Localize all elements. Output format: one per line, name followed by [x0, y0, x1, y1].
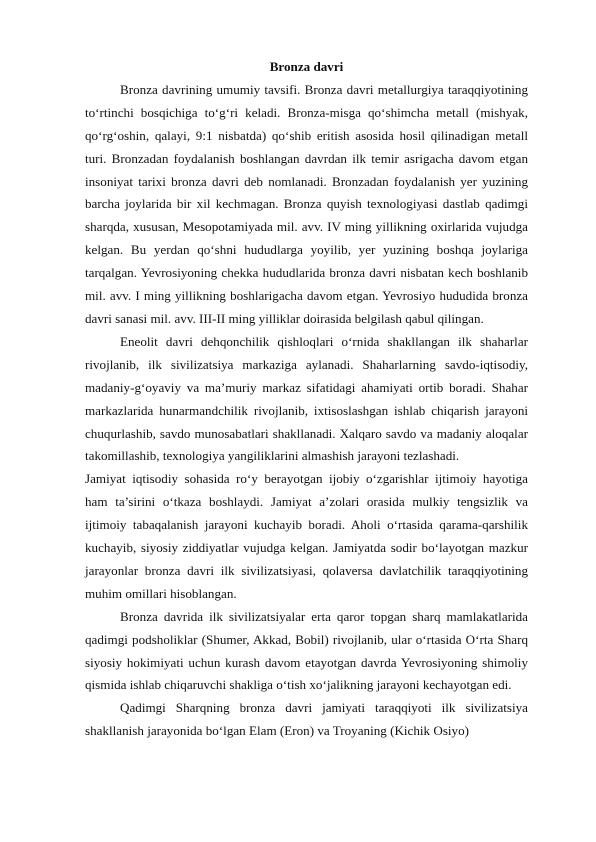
paragraph-social-changes: Jamiyat iqtisodiy sohasida ro‘y berayotgan ijobiy o‘zgarishlar ijtimoiy hayotiga ham ta’sirini o‘tkaza boshlaydi. Jamiyat a’zolari orasida mulkiy tengsizlik va ijtimoiy tabaqalanish jarayoni kuchayib boradi. Aholi o‘rtasida qarama-qarshilik kuchayib, siyosiy ziddiyatlar vujudga kelgan. Jamiyatda sodir bo‘layotgan mazkur jarayonlar bronza davri ilk sivilizatsiyasi, qolaversa davlatchilik taraqqiyotining muhim omillari hisoblangan. [85, 471, 528, 601]
paragraph-early-cities: Eneolit davri dehqonchilik qishloqlari o‘rnida shakllangan ilk shaharlar rivojlanib, ilk sivilizatsiya markaziga aylanadi. Shaharlarning savdo-iqtisodiy, madaniy-g‘oyaviy va ma’muriy markaz sifatidagi ahamiyati ortib boradi. Shahar markazlarida hunarmandchilik rivojlanib, ixtisoslashgan ishlab chiqarish jarayoni chuqurlashib, savdo munosabatlari shakllanadi. Xalqaro savdo va madaniy aloqalar takomillashib, texnologiya yangiliklarini almashish jarayoni tezlashadi. [85, 333, 528, 464]
paragraph-eastern-kingdoms: Bronza davrida ilk sivilizatsiyalar erta qaror topgan sharq mamlakatlarida qadimgi podsholiklar (Shumer, Akkad, Bobil) rivojlanib, ular o‘rtasida O‘rta Sharq siyosiy hokimiyati uchun kurash davom etayotgan davrda Yevrosiyoning shimoliy qismida ishlab chiqaruvchi shakliga o‘tish xo‘jalikning jarayoni kechayotgan edi. [85, 608, 528, 693]
document-title: Bronza davri [269, 59, 344, 74]
document-page [85, 56, 528, 743]
paragraph-bronze-age-overview: Bronza davrining umumiy tavsifi. Bronza davri metallurgiya taraqqiyotining to‘rtinchi bosqichiga to‘g‘ri keladi. Bronza-misga qo‘shimcha metall (mishyak, qo‘rg‘oshin, qalayi, 9:1 nisbatda) qo‘shib eritish asosida hosil qilinadigan metall turi. Bronzadan foydalanish boshlangan davrdan ilk temir asrigacha davom etgan insoniyat tarixi bronza davri deb nomlanadi. Bronzadan foydalanish yer yuzining barcha joylarida bir xil kechmagan. Bronza quyish texnologiyasi dastlab qadimgi sharqda, xususan, Mesopotamiyada mil. avv. IV ming yillikning oxirlarida vujudga kelgan. Bu yerdan qo‘shni hududlarga yoyilib, yer yuzining boshqa joylariga tarqalgan. Yevrosiyoning chekka hududlarida bronza davri nisbatan kech boshlanib mil. avv. I ming yillikning boshlarigacha davom etgan. Yevrosiyo hududida bronza davri sanasi mil. avv. III-II ming yilliklar doirasida belgilash qabul qilingan. [85, 81, 528, 326]
paragraph-ancient-east: Qadimgi Sharqning bronza davri jamiyati taraqqiyoti ilk sivilizatsiya shakllanish jarayonida bo‘lgan Elam (Eron) va Troyaning (Kichik Osiyo) [85, 700, 528, 739]
